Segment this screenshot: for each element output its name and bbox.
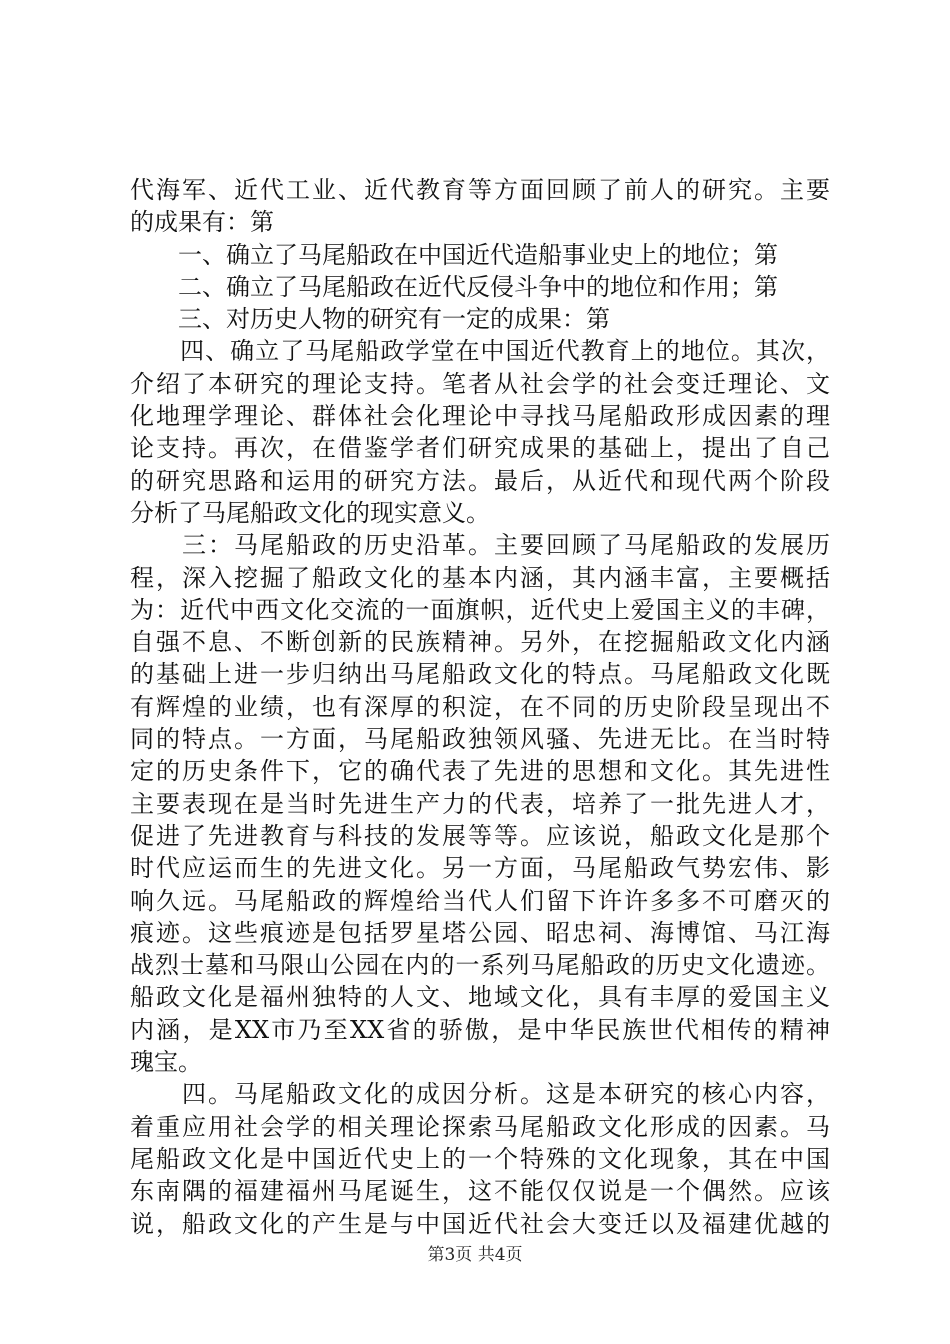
text-line: 的研究思路和运用的研究方法。最后，从近代和现代两个阶段 [130, 466, 830, 495]
text-line: 的基础上进一步归纳出马尾船政文化的特点。马尾船政文化既 [130, 660, 830, 689]
page-footer [0, 1240, 950, 1265]
text-line: 有辉煌的业绩，也有深厚的积淀，在不同的历史阶段呈现出不 [130, 692, 830, 721]
text-line: 定的历史条件下，它的确代表了先进的思想和文化。其先进性 [130, 757, 830, 786]
text-line: 分析了马尾船政文化的现实意义。 [130, 498, 490, 527]
text-line: 尾船政文化是中国近代史上的一个特殊的文化现象，其在中国 [130, 1144, 830, 1173]
text-line: 着重应用社会学的相关理论探索马尾船政文化形成的因素。马 [130, 1112, 830, 1141]
text-line: 化地理学理论、群体社会化理论中寻找马尾船政形成因素的理 [130, 402, 830, 431]
text-line: 战烈士墓和马限山公园在内的一系列马尾船政的历史文化遗迹。 [130, 951, 830, 980]
text-line: 自强不息、不断创新的民族精神。另外，在挖掘船政文化内涵 [130, 628, 830, 657]
text-line: 四。马尾船政文化的成因分析。这是本研究的核心内容， [130, 1080, 830, 1109]
text-line: 一、确立了马尾船政在中国近代造船事业史上的地位；第 [130, 240, 778, 269]
text-line: 论支持。再次，在借鉴学者们研究成果的基础上，提出了自己 [130, 434, 830, 463]
text-line: 响久远。马尾船政的辉煌给当代人们留下许许多多不可磨灭的 [130, 886, 830, 915]
text-line: 二、确立了马尾船政在近代反侵斗争中的地位和作用；第 [130, 272, 778, 301]
text-line: 为：近代中西文化交流的一面旗帜，近代史上爱国主义的丰碑， [130, 595, 830, 624]
text-line: 时代应运而生的先进文化。另一方面，马尾船政气势宏伟、影 [130, 854, 830, 883]
text-line: 四、确立了马尾船政学堂在中国近代教育上的地位。其次， [130, 337, 830, 366]
text-line: 代海军、近代工业、近代教育等方面回顾了前人的研究。主要 [130, 176, 830, 204]
text-line: 介绍了本研究的理论支持。笔者从社会学的社会变迁理论、文 [130, 369, 830, 398]
text-line: 痕迹。这些痕迹是包括罗星塔公园、昭忠祠、海博馆、马江海 [130, 918, 830, 947]
text-line: 主要表现在是当时先进生产力的代表，培养了一批先进人才， [130, 789, 830, 818]
text-line: 三、对历史人物的研究有一定的成果：第 [130, 305, 610, 334]
text-line: 东南隅的福建福州马尾诞生，这不能仅仅说是一个偶然。应该 [130, 1177, 830, 1206]
text-line: 促进了先进教育与科技的发展等等。应该说，船政文化是那个 [130, 821, 830, 850]
text-line: 瑰宝。 [130, 1048, 202, 1077]
page-number-label: 第3页 共4页 [427, 1245, 523, 1265]
text-line: 说，船政文化的产生是与中国近代社会大变迁以及福建优越的 [130, 1209, 830, 1238]
document-body [130, 174, 830, 1240]
text-line: 三：马尾船政的历史沿革。主要回顾了马尾船政的发展历 [130, 531, 830, 560]
text-line: 同的特点。一方面，马尾船政独领风骚、先进无比。在当时特 [130, 725, 830, 754]
text-line: 程，深入挖掘了船政文化的基本内涵，其内涵丰富，主要概括 [130, 563, 830, 592]
text-line: 船政文化是福州独特的人文、地域文化，具有丰厚的爱国主义 [130, 983, 830, 1012]
text-line: 的成果有：第 [130, 208, 274, 237]
text-line: 内涵，是XX市乃至XX省的骄傲，是中华民族世代相传的精神 [130, 1015, 830, 1044]
